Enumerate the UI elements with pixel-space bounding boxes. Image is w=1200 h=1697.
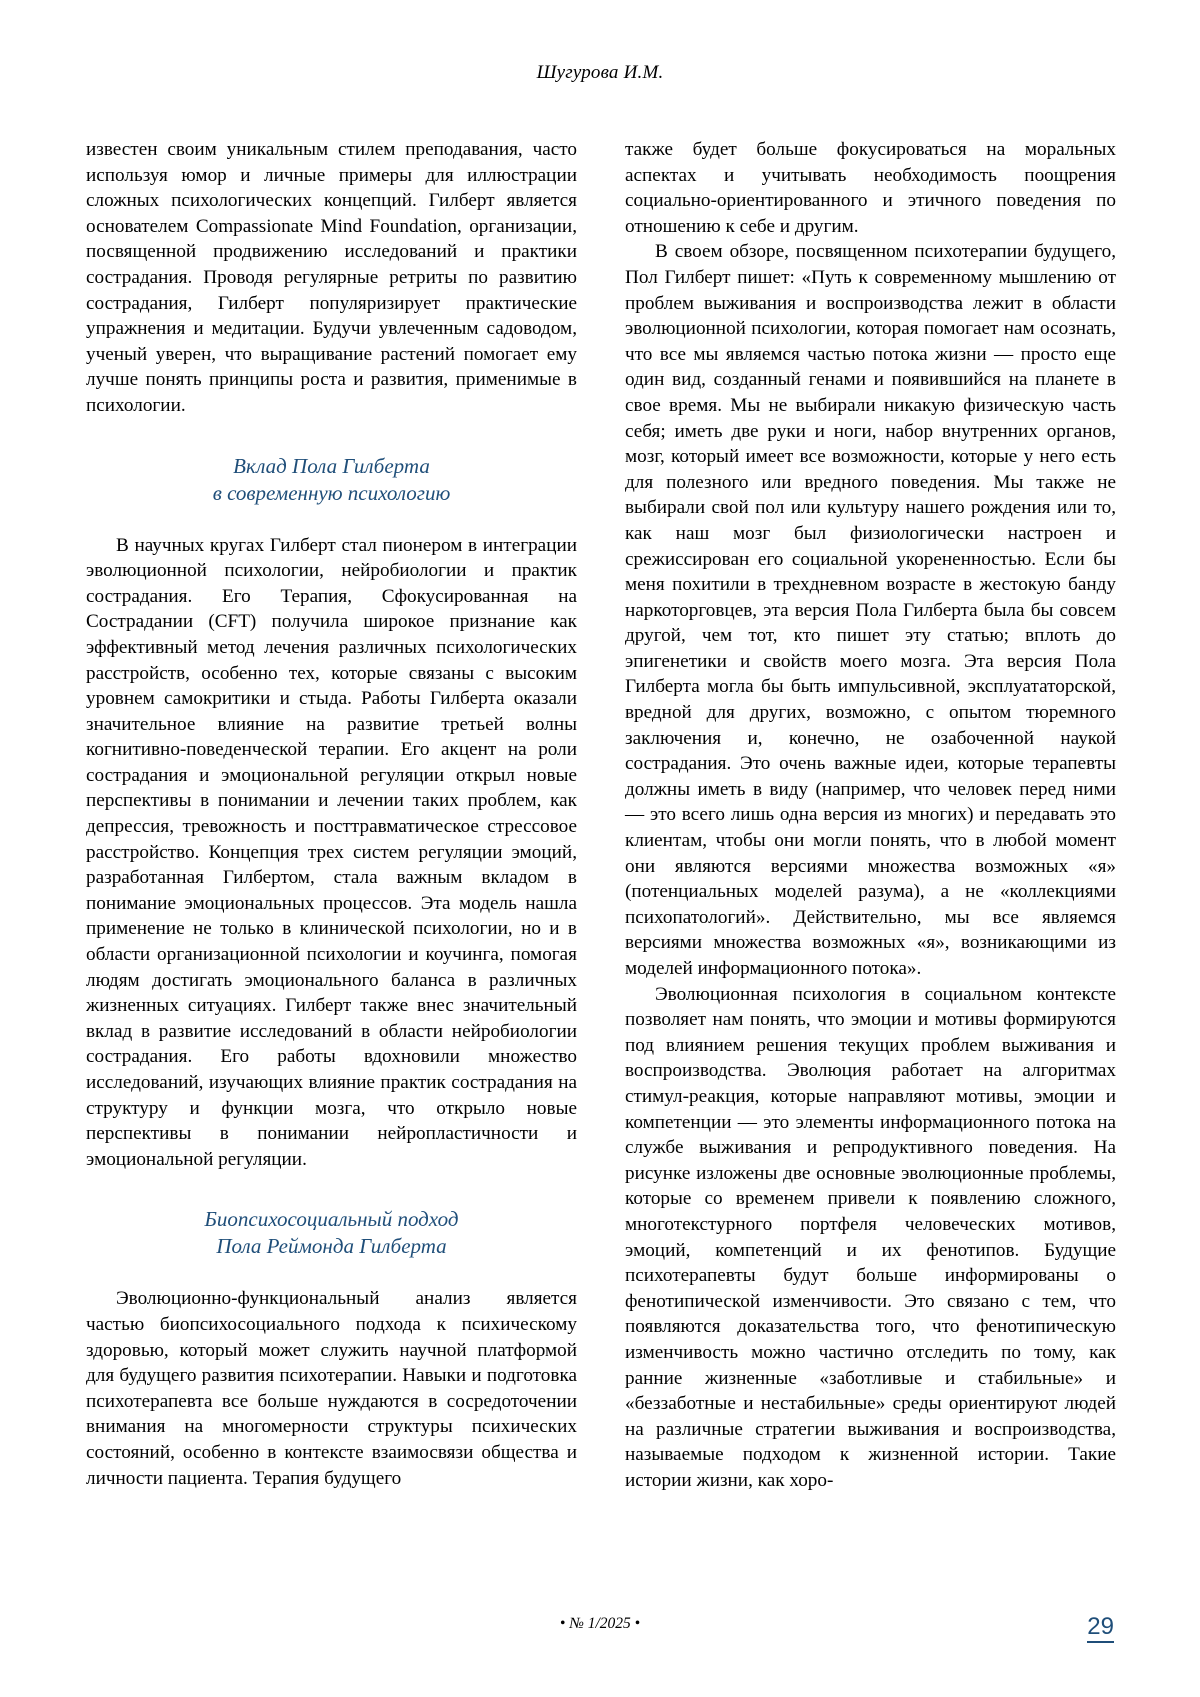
- section-heading-line: в современную психологию: [212, 480, 451, 505]
- section-heading-line: Вклад Пола Гилберта: [233, 453, 430, 478]
- paragraph: В научных кругах Гилберт стал пионером в интеграции эволюционной психологии, нейробиологии и практик сострадания. Его Терапия, Сфокусированная на Сострадании (CFT) получила широкое признание как эффективный метод лечения различных психологических расстройств, особенно тех, которые связаны с высоким уровнем самокритики и стыда. Работы Гилберта оказали значительное влияние на развитие третьей волны когнитивно-поведенческой терапии. Его акцент на роли сострадания и эмоциональной регуляции открыл новые перспективы в понимании и лечении таких проблем, как депрессия, тревожность и посттравматическое стрессовое расстройство. Концепция трех систем регуляции эмоций, разработанная Гилбертом, стала важным вкладом в понимание эмоциональных процессов. Эта модель нашла применение не только в клинической психологии, но и в области организационной психологии и коучинга, помогая людям достигать эмоционального баланса в различных жизненных ситуациях. Гилберт также внес значительный вклад в развитие исследований в области нейробиологии сострадания. Его работы вдохновили множество исследований, изучающих влияние практик сострадания на структуру и функции мозга, что открыло новые перспективы в понимании нейропластичности и эмоциональной регуляции.: [86, 534, 577, 1170]
- footer-issue: • № 1/2025 •: [559, 1615, 641, 1632]
- left-column: [86, 137, 577, 1537]
- running-head: Шугурова И.М.: [536, 62, 664, 83]
- section-heading-line: Биопсихосоциальный подход: [204, 1207, 459, 1232]
- two-column-body: [86, 137, 1116, 1537]
- page-number: [1087, 1613, 1114, 1641]
- section-heading-biopsychosocial: [86, 1206, 577, 1260]
- page-number-value: 29: [1087, 1613, 1114, 1643]
- right-column: [625, 137, 1116, 1537]
- section-heading-contribution: [86, 453, 577, 507]
- paragraph: Эволюционно-функциональный анализ является частью биопсихосоциального подхода к психическому здоровью, который может служить научной платформой для будущего развития психотерапии. Навыки и подготовка психотерапевта все больше нуждаются в сосредоточении внимания на многомерности структуры психических состояний, особенно в контексте взаимосвязи общества и личности пациента. Терапия будущего: [86, 1288, 577, 1489]
- paragraph: Эволюционная психология в социальном контексте позволяет нам понять, что эмоции и мотивы формируются под влиянием решения текущих проблем выживания и воспроизводства. Эволюция работает на алгоритмах стимул-реакция, которые направляют мотивы, эмоции и компетенции — это элементы информационного потока на службе выживания и репродуктивного поведения. На рисунке изложены две основные эволюционные проблемы, которые со временем привели к появлению сложного, многотекстурного портфеля человеческих мотивов, эмоций, компетенций и их фенотипов. Будущие психотерапевты будут больше информированы о фенотипической изменчивости. Это связано с тем, что появляются доказательства того, что фенотипическую изменчивость можно частично отследить по тому, как ранние жизненные «заботливые и стабильные» и «беззаботные и нестабильные» среды ориентируют людей на различные стратегии выживания и воспроизводства, называемые подходом к жизненной истории. Такие истории жизни, как хоро-: [625, 983, 1116, 1491]
- paragraph: также будет больше фокусироваться на моральных аспектах и учитывать необходимость поощрения социально-ориентированного и этичного поведения по отношению к себе и другим.: [625, 139, 1116, 237]
- paragraph: В своем обзоре, посвященном психотерапии будущего, Пол Гилберт пишет: «Путь к современному мышлению от проблем выживания и воспроизводства лежит в области эволюционной психологии, которая помогает нам осознать, что все мы являемся частью потока жизни — просто еще один вид, созданный генами и появившийся на планете в свое время. Мы не выбирали никакую физическую часть себя; иметь две руки и ноги, набор внутренних органов, мозг, который имеет все возможности, которые у него есть для полезного или вредного поведения. Мы также не выбирали свой пол или культуру нашего рождения или то, как наш мозг был физиологически настроен и срежиссирован его социальной укорененностью. Если бы меня похитили в трехдневном возрасте в жестокую банду наркоторговцев, эта версия Пола Гилберта была бы совсем другой, чем тот, кто пишет эту статью; вплоть до эпигенетики и свойств моего мозга. Эта версия Пола Гилберта могла бы быть импульсивной, эксплуататорской, вредной для других, возможно, с опытом тюремного заключения и, конечно, не озабоченной наукой сострадания. Это очень важные идеи, которые терапевты должны иметь в виду (например, что человек перед ними — это всего лишь одна версия из многих) и передавать это клиентам, чтобы они могли понять, что в любой момент они являются версиями множества возможных «я» (потенциальных моделей разума), а не «коллекциями психопатологий». Действительно, мы все являемся версиями множества возможных «я», возникающими из моделей информационного потока».: [625, 241, 1116, 979]
- section-heading-line: Пола Реймонда Гилберта: [216, 1234, 447, 1259]
- paragraph: известен своим уникальным стилем преподавания, часто используя юмор и личные примеры для иллюстрации сложных психологических концепций. Гилберт является основателем Compassionate Mind Foundation, организации, посвященной продвижению исследований и практики сострадания. Проводя регулярные ретриты по развитию сострадания, Гилберт популяризирует практические упражнения и медитации. Будучи увлеченным садоводом, ученый уверен, что выращивание растений помогает ему лучше понять принципы роста и развития, применимые в психологии.: [86, 139, 577, 416]
